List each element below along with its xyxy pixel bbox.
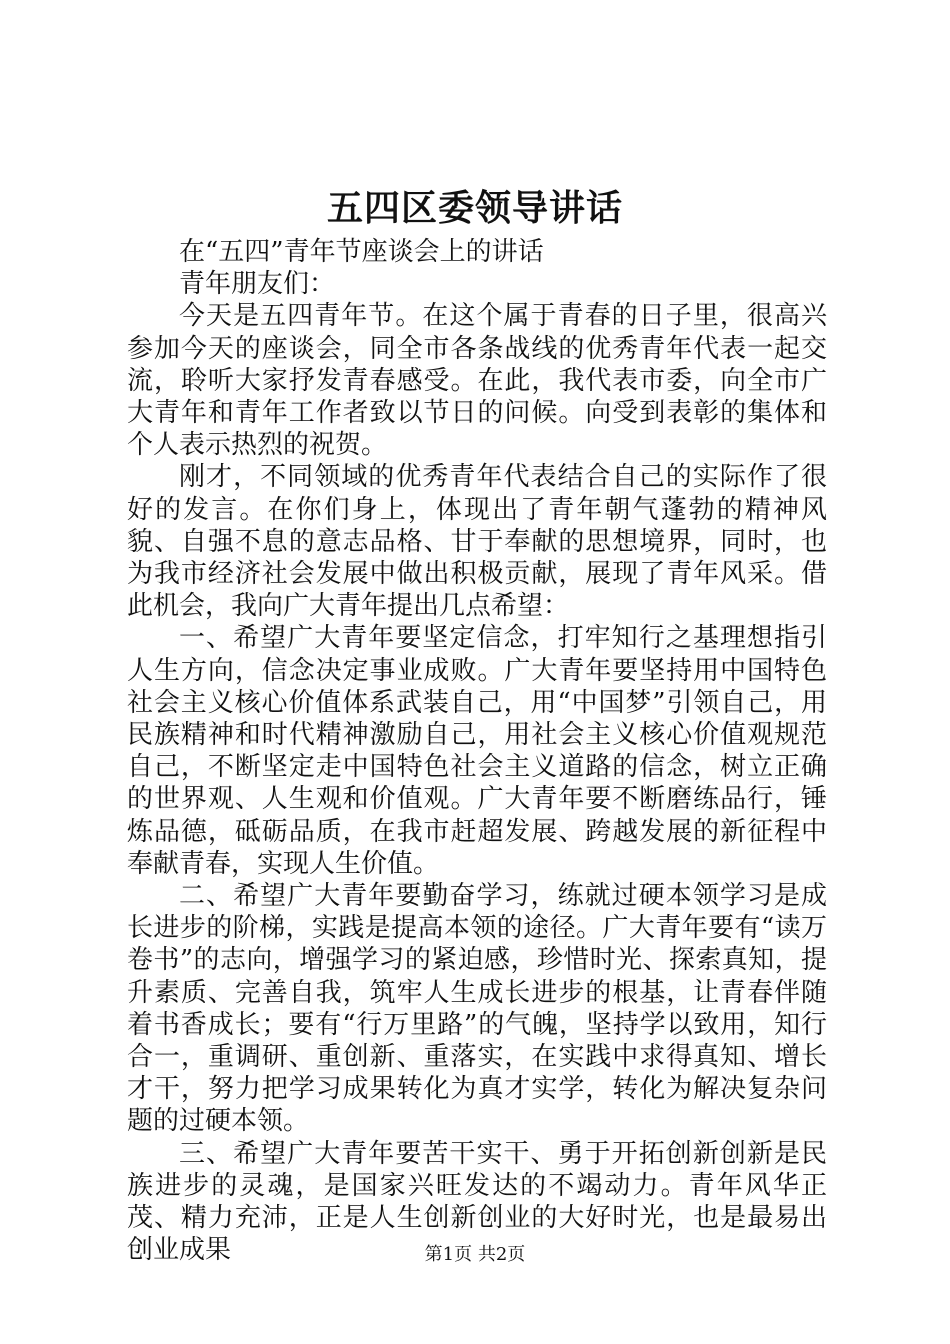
document-body: [127, 236, 827, 1267]
paragraph-hope-1: 一、希望广大青年要坚定信念，打牢知行之基理想指引人生方向，信念决定事业成败。广大青年要坚持用中国特色社会主义核心价值体系武装自己，用“中国梦”引领自己，用民族精神和时代精神激励自己，用社会主义核心价值观规范自己，不断坚定走中国特色社会主义道路的信念，树立正确的世界观、人生观和价值观。广大青年要不断磨练品行，锤炼品德，砥砺品质，在我市赶超发展、跨越发展的新征程中奉献青春，实现人生价值。: [127, 623, 827, 879]
page-footer: 第1页 共2页: [424, 1244, 526, 1265]
salutation: 青年朋友们：: [179, 269, 336, 300]
paragraph-hope-2: 二、希望广大青年要勤奋学习，练就过硬本领学习是成长进步的阶梯，实践是提高本领的途径。广大青年要有“读万卷书”的志向，增强学习的紧迫感，珍惜时光、探索真知，提升素质、完善自我，筑牢人生成长进步的根基，让青春伴随着书香成长；要有“行万里路”的气魄，坚持学以致用，知行合一，重调研、重创新、重落实，在实践中求得真知、增长才干，努力把学习成果转化为真才实学，转化为解决复杂问题的过硬本领。: [127, 881, 827, 1137]
document-title: 五四区委领导讲话: [326, 187, 623, 229]
paragraph-opening: 今天是五四青年节。在这个属于青春的日子里，很高兴参加今天的座谈会，同全市各条战线的优秀青年代表一起交流，聆听大家抒发青春感受。在此，我代表市委，向全市广大青年和青年工作者致以节日的问候。向受到表彰的集体和个人表示热烈的祝贺。: [127, 301, 827, 461]
paragraph-remarks: 刚才，不同领域的优秀青年代表结合自己的实际作了很好的发言。在你们身上，体现出了青年朝气蓬勃的精神风貌、自强不息的意志品格、甘于奉献的思想境界，同时，也为我市经济社会发展中做出积极贡献，展现了青年风采。借此机会，我向广大青年提出几点希望：: [127, 462, 827, 622]
paragraph-hope-3: 三、希望广大青年要苦干实干、勇于开拓创新创新是民族进步的灵魂，是国家兴旺发达的不竭动力。青年风华正茂、精力充沛，正是人生创新创业的大好时光，也是最易出创业成果: [127, 1138, 827, 1266]
speech-heading: 在“五四”青年节座谈会上的讲话: [179, 237, 544, 267]
